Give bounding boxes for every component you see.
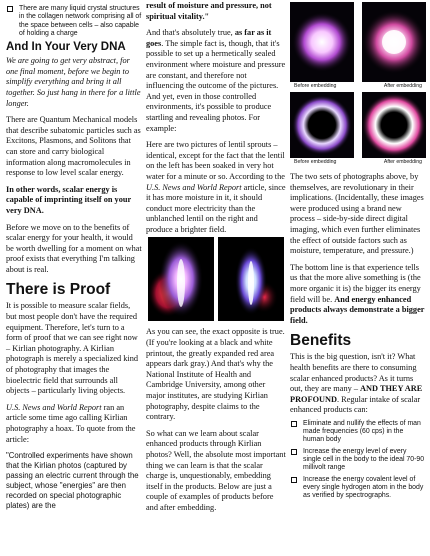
column-middle (146, 0, 286, 514)
heading-dna: And In Your Very DNA (6, 41, 126, 54)
heading-benefits: Benefits (290, 332, 352, 350)
column-right (290, 0, 426, 504)
checkbox-icon (291, 449, 297, 455)
bullet-text: There are many liquid crystal structures in the collagen network comprising all of the space between cells – also capable of holding a charge (19, 5, 142, 37)
bold-run: AND THEY ARE PROFOUND (290, 384, 423, 404)
list-item (290, 476, 426, 501)
benefit-text: Increase the energy covalent level of every single hydrogen atom in the body as verified by spectrographs. (303, 475, 424, 500)
bold-run: And energy enhanced products always demonstrate a bigger field. (290, 294, 425, 325)
text-run: article, since it has more moisture in it, it should conduct more electricity than the unblanched lentil on the right and produce a brighter field. (146, 182, 286, 234)
benefit-text: Increase the energy level of every single cell in the body to the ideal 70-90 millivolt range (303, 447, 425, 472)
heading-proof: There is Proof (6, 281, 111, 299)
bold-run: as far as it goes (146, 28, 272, 48)
kirlian-photos-row-2 (290, 92, 426, 158)
list-item (6, 5, 142, 38)
kirlian-photo-after-2 (362, 92, 426, 158)
kirlian-photos-row-1 (290, 2, 426, 82)
lentil-photos (146, 237, 286, 321)
caption-before: Before embedding (294, 83, 337, 89)
paragraph-so-what: So what can we learn about scalar enhanced products through Kirlian photos? Well, the absolute most important thing we can learn is that the scalar charge is, unquestionably, embedding itself in the products. Below are just a couple of examples of products before and after embedding. (146, 428, 286, 512)
publication-title: U.S. News and World Report (6, 402, 102, 412)
benefit-text: Eliminate and nullify the effects of man made frequencies (60 cps) in the human body (303, 419, 421, 444)
paragraph-big-question (290, 352, 426, 416)
paragraph-two-sets: The two sets of photographs above, by themselves, are revolutionary in their implications. (Incidentally, these images were produced using a brand new process – side-by-side direct digital imaging, which even further eliminates the effect of outside factors such as moisture, temperature, and pressure.) (290, 172, 424, 256)
kirlian-photo-before-1 (290, 2, 354, 82)
lentil-photo-blanched (148, 237, 214, 321)
paragraph-bottom-line (290, 263, 426, 327)
lentil-photo-raw (218, 237, 284, 321)
text-run: And that's absolutely true, (146, 28, 235, 38)
paragraph-benefits-intro: Before we move on to the benefits of scalar energy for your health, it would be worth dwelling for a moment on what proof exists that everything I'm talking about is real. (6, 222, 142, 274)
paragraph-proof: It is possible to measure scalar fields, but most people don't have the required equipment. Therefore, let's turn to a form of proof that we can see right now – Kirlian photography. A Kirlian photograph is merely a specialized kind of photography that images the bioelectric field that surrounds all objects – particularly living objects. (6, 301, 139, 396)
bullet-list-top (6, 5, 142, 38)
benefits-list (290, 420, 426, 501)
kirlian-photo-after-1 (362, 2, 426, 82)
text-run: The bottom line is that experience tells us that the more alive something is (the more organic it is) the bigger its energy field will be. (290, 262, 421, 304)
quote-block: "Controlled experiments have shown that the Kirlian photos (captured by passing an electric current through the subject, whose "energies" are then recorded on special photographic plates) are the (6, 451, 139, 510)
text-run: This is the big question, isn't it? What health benefits are there to consuming scalar enhanced products? As it turns out, they are many – (290, 352, 417, 394)
paragraph-quantum: There are Quantum Mechanical models that describe subatomic particles such as Excitons, Plasmons, and Solitons that can store and carry biological information along macromolecules in response to low level scalar energy. (6, 115, 141, 178)
column-left (6, 0, 142, 511)
text-run: . Regular intake of scalar enhanced products can: (290, 394, 421, 415)
publication-title: U.S. News and World Report (146, 182, 242, 192)
paragraph-quote-end: result of moisture and pressure, not spiritual vitality." (146, 1, 272, 21)
checkbox-icon (7, 6, 13, 12)
paragraph-you-see: As you can see, the exact opposite is true. (If you're looking at a black and white printout, the greatly expanded red area appears dark gray.) And that's why the National Institute of Health and Cambridge University, among other major institutes, are studying Kirlian photography, despite claims to the contrary. (146, 327, 285, 422)
caption-after: After embedding (383, 159, 422, 165)
caption-after: After embedding (383, 83, 422, 89)
kirlian-photo-before-2 (290, 92, 354, 158)
caption-before: Before embedding (294, 159, 337, 165)
list-item (290, 420, 426, 445)
caption-row-1 (290, 82, 426, 90)
text-run: . The simple fact is, though, that it's possible to set up a hermetically sealed environment where moisture and pressure are constant, and therefore not influencing the outcome of the pictures. And yet, even in those controlled environments, it's possible to produce startling and revealing photos. For example: (146, 38, 286, 133)
checkbox-icon (291, 477, 297, 483)
text-run: Here are two pictures of lentil sprouts – identical, except for the fact that the lentil on the left has been soaked in very hot water for a minute or so. According to the (146, 140, 285, 181)
checkbox-icon (291, 421, 297, 427)
list-item (290, 448, 426, 473)
bold-paragraph-dna: In other words, scalar energy is capable of imprinting itself on your very DNA. (6, 184, 131, 215)
paragraph-usnews (6, 403, 142, 445)
paragraph-as-far-as (146, 28, 286, 134)
paragraph-usnews-text: ran an article some time ago calling Kirlian photography a hoax. To quote from the article: (6, 402, 136, 444)
caption-row-2 (290, 158, 426, 166)
paragraph-lentil (146, 140, 286, 235)
italic-paragraph: We are going to get very abstract, for one final moment, before we begin to simplify everything and bring it all together. So just hang in there for a little longer. (6, 56, 141, 108)
